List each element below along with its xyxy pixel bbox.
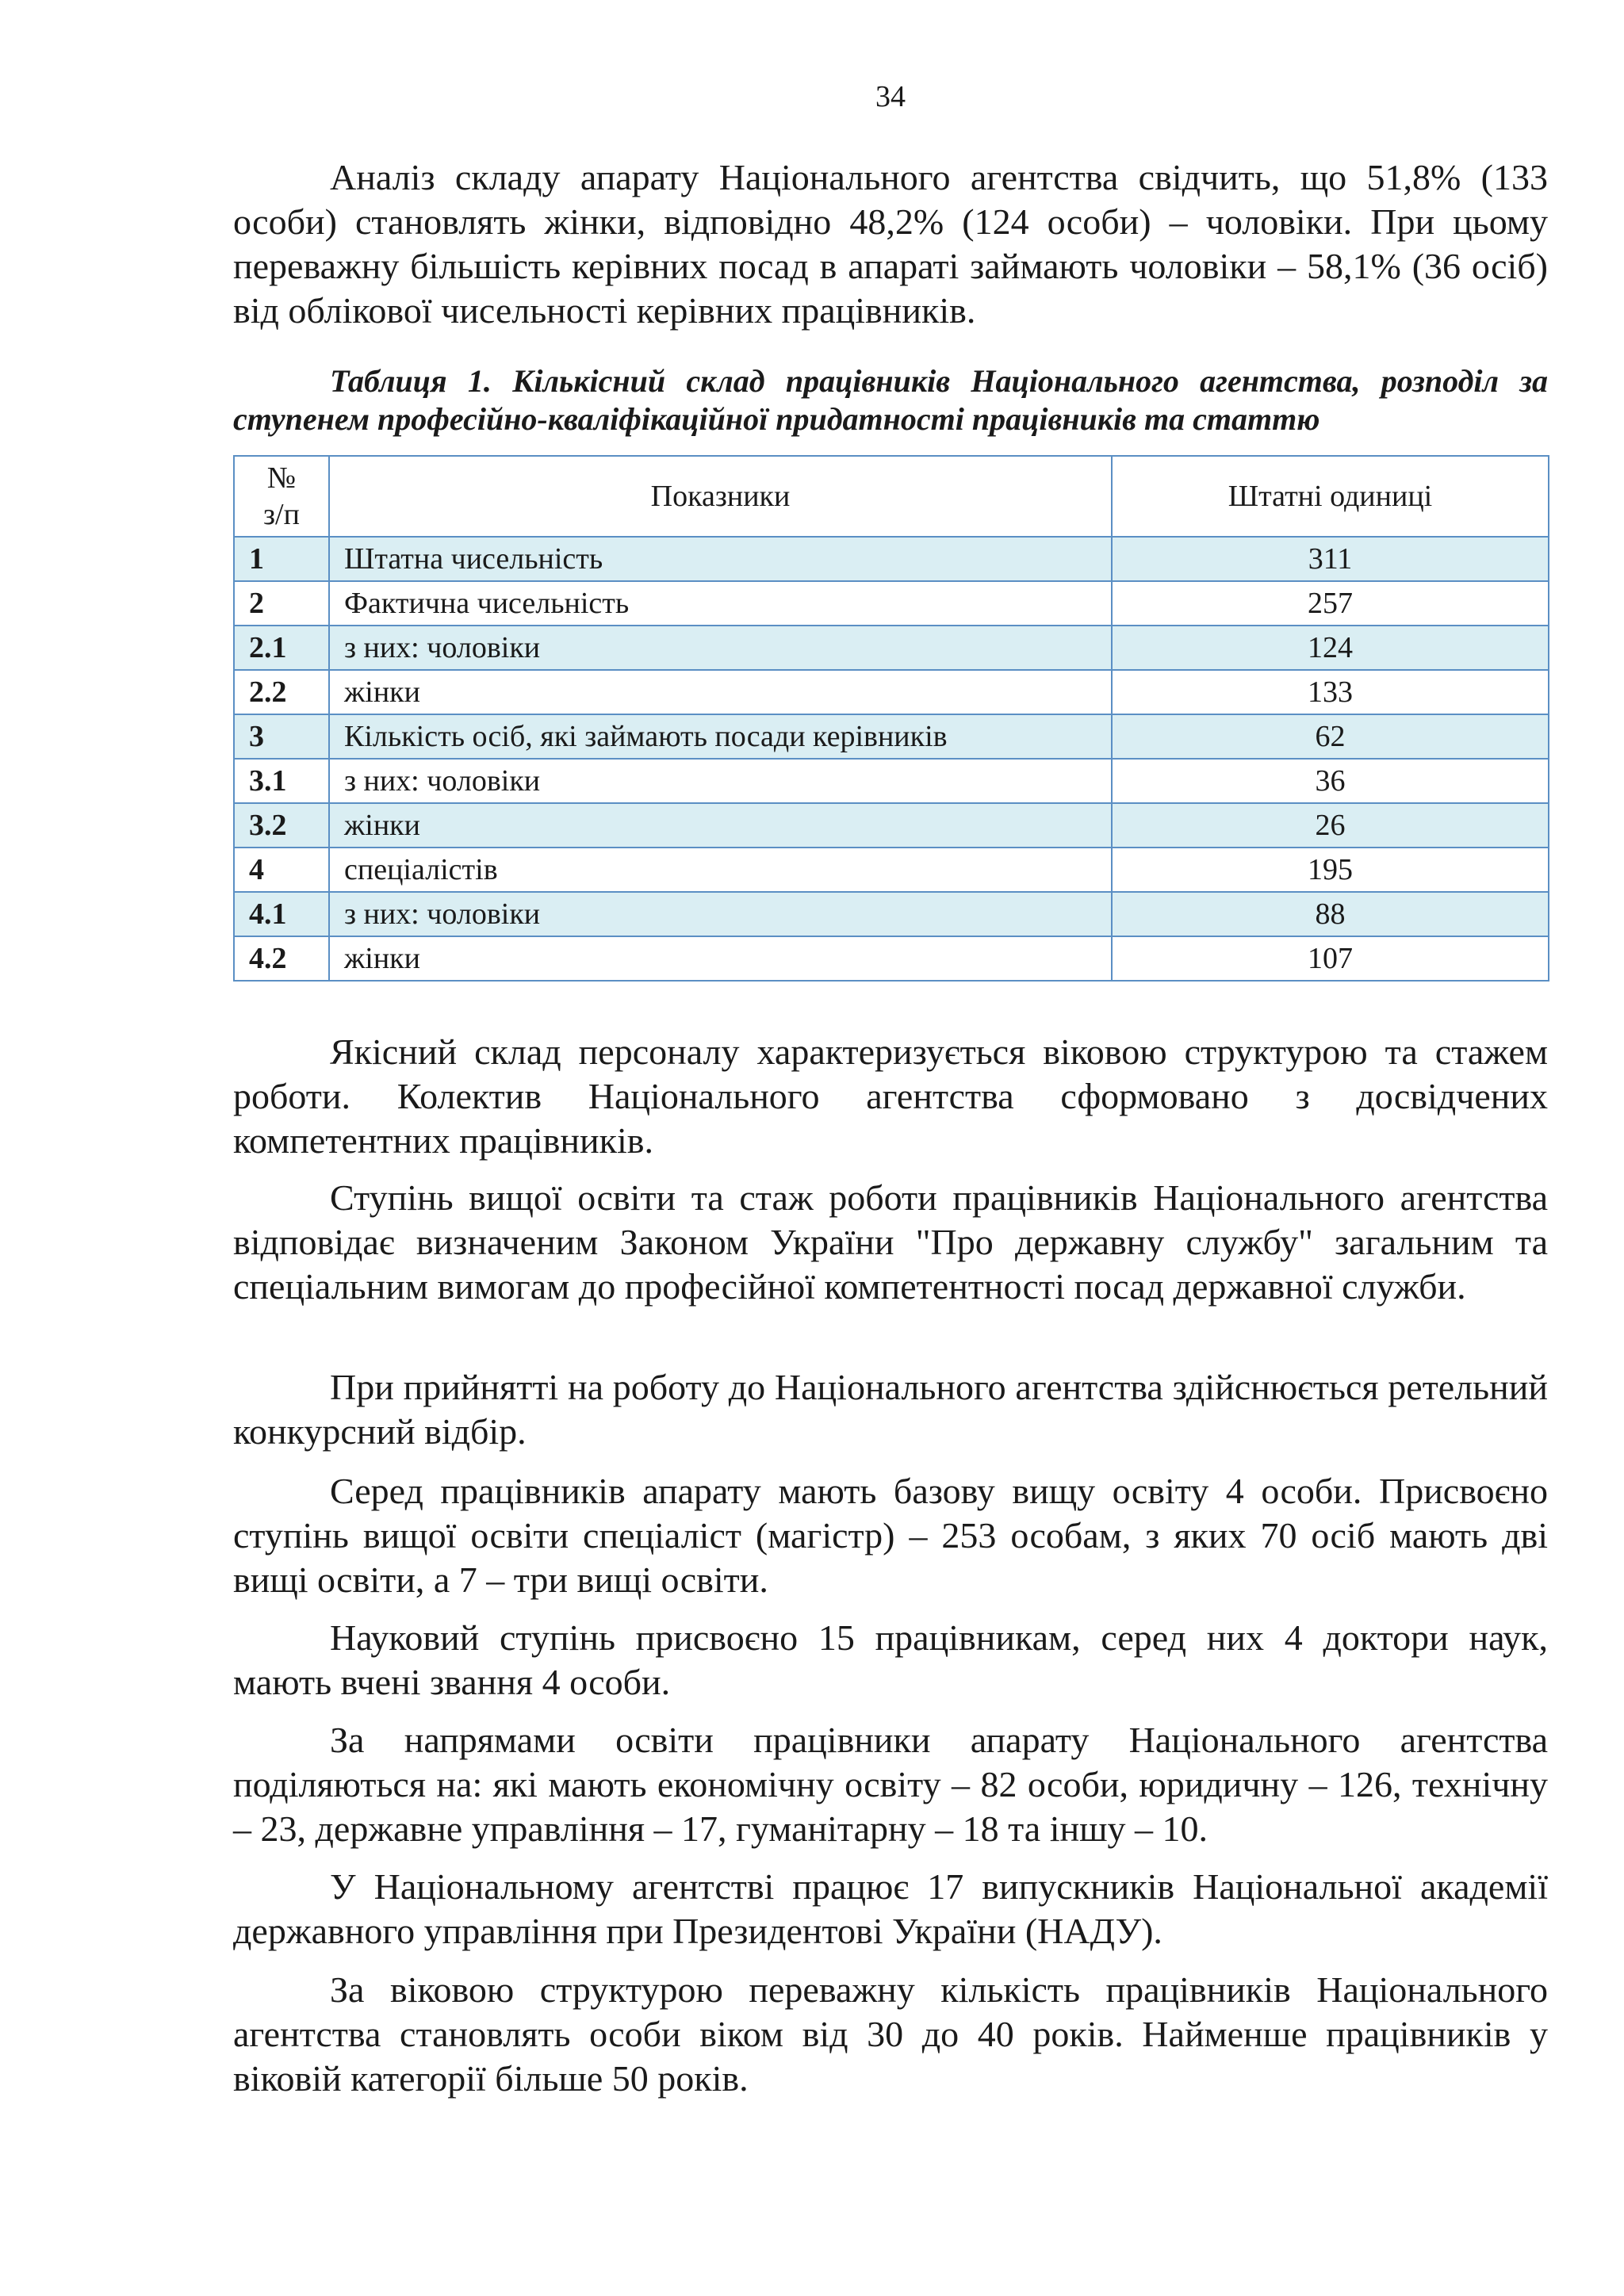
table-header-row [234,456,1549,537]
table-row [234,803,1549,848]
header-number [234,456,329,537]
row-number: 4.1 [234,892,329,936]
row-number: 2 [234,581,329,626]
body-paragraph-education-requirements: Ступінь вищої освіти та стаж роботи працівників Національного агентства відповідає визначеним Законом України "Про державну службу" загальним та спеціальним вимогам до професійної компетентності посад державної служби. [233,1177,1548,1307]
row-number: 4.2 [234,936,329,981]
body-paragraph-competitive-selection: При прийнятті на роботу до Національного агентства здійснюється ретельний конкурсний відбір. [233,1367,1548,1452]
row-label: з них: чоловіки [329,892,1112,936]
row-value: 26 [1112,803,1549,848]
table-row [234,537,1549,581]
row-number: 1 [234,537,329,581]
table-row [234,892,1549,936]
row-label: Штатна чисельність [329,537,1112,581]
body-paragraph-staff-quality: Якісний склад персоналу характеризується віковою структурою та стажем роботи. Колектив Національного агентства сформовано з досвідчених компетентних працівників. [233,1031,1548,1161]
row-label: Кількість осіб, які займають посади керівників [329,714,1112,759]
row-label: спеціалістів [329,848,1112,892]
header-staff-units: Штатні одиниці [1112,456,1549,537]
table-row [234,581,1549,626]
table-row [234,714,1549,759]
row-value: 195 [1112,848,1549,892]
table-row [234,626,1549,670]
table-row [234,670,1549,714]
row-label: з них: чоловіки [329,759,1112,803]
table-row [234,848,1549,892]
row-value: 88 [1112,892,1549,936]
staff-table [233,455,1549,982]
body-paragraph-age-structure: За віковою структурою переважну кількість працівників Національного агентства становлять особи віком від 30 до 40 років. Найменше працівників у віковій категорії більше 50 років. [233,1969,1548,2099]
row-number: 3.1 [234,759,329,803]
row-label: Фактична чисельність [329,581,1112,626]
intro-paragraph: Аналіз складу апарату Національного агентства свідчить, що 51,8% (133 особи) становлять жінки, відповідно 48,2% (124 особи) – чоловіки. При цьому переважну більшість керівних посад в апараті займають чоловіки – 58,1% (36 осіб) від облікової чисельності керівних працівників. [233,157,1548,331]
body-paragraph-education-fields: За напрямами освіти працівники апарату Національного агентства поділяються на: які мають економічну освіту – 82 особи, юридичну – 126, технічну – 23, державне управління – 17, гуманітарну – 18 та іншу – 10. [233,1720,1548,1849]
body-paragraph-academic-degrees: Науковий ступінь присвоєно 15 працівникам, серед них 4 доктори наук, мають вчені звання 4 особи. [233,1617,1548,1702]
header-number-symbol: № [266,461,297,495]
row-value: 107 [1112,936,1549,981]
row-value: 311 [1112,537,1549,581]
row-number: 2.1 [234,626,329,670]
row-value: 257 [1112,581,1549,626]
row-number: 4 [234,848,329,892]
header-indicators: Показники [329,456,1112,537]
body-paragraph-higher-education: Серед працівників апарату мають базову вищу освіту 4 особи. Присвоєно ступінь вищої освіти спеціаліст (магістр) – 253 особам, з яких 70 осіб мають дві вищі освіти, а 7 – три вищі освіти. [233,1471,1548,1600]
row-label: жінки [329,670,1112,714]
header-number-abbr: з/п [263,498,300,531]
row-value: 36 [1112,759,1549,803]
row-value: 62 [1112,714,1549,759]
row-value: 124 [1112,626,1549,670]
row-label: жінки [329,803,1112,848]
row-number: 3.2 [234,803,329,848]
body-paragraph-nadu-graduates: У Національному агентстві працює 17 випускників Національної академії державного управління при Президентові України (НАДУ). [233,1866,1548,1951]
row-label: з них: чоловіки [329,626,1112,670]
table-row [234,759,1549,803]
table-row [234,936,1549,981]
page-number: 34 [875,80,906,113]
row-number: 2.2 [234,670,329,714]
row-value: 133 [1112,670,1549,714]
row-number: 3 [234,714,329,759]
table-caption: Таблиця 1. Кількісний склад працівників Національного агентства, розподіл за ступенем професійно-кваліфікаційної придатності працівників та статтю [233,363,1548,437]
row-label: жінки [329,936,1112,981]
